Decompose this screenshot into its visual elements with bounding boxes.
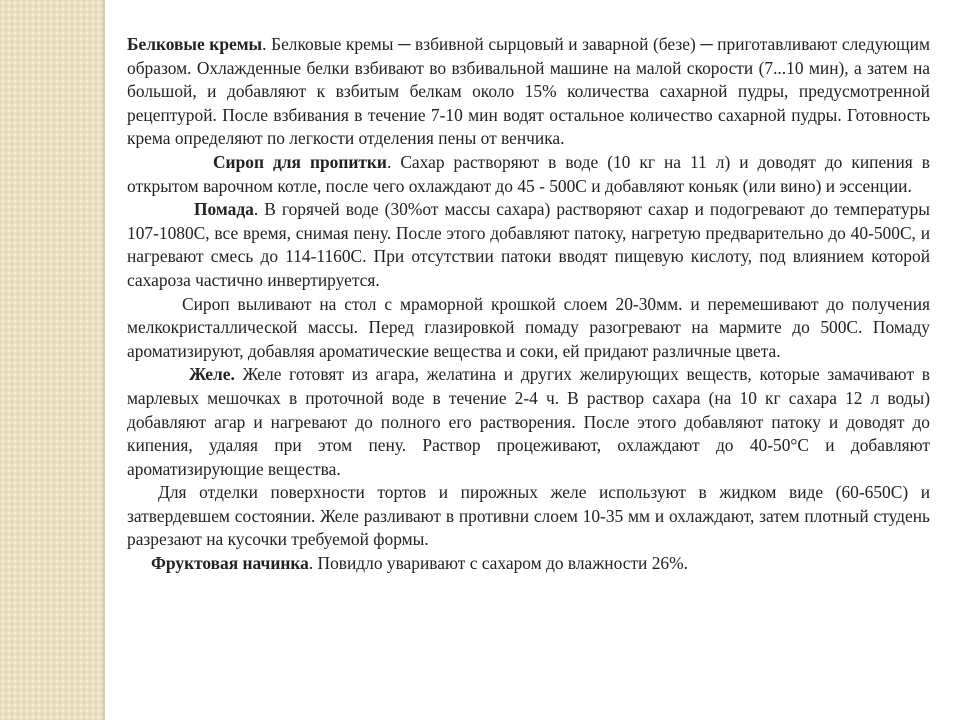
slide-text-body xyxy=(127,33,930,576)
paragraph-jelly xyxy=(127,363,930,481)
paragraph-text: Для отделки поверхности тортов и пирожных желе используют в жидком виде (60-650С) и затвердевшем состоянии. Желе разливают в противни слоем 10-35 мм и охлаждают, затем плотный студень разрезают на кусочки требуемой формы. xyxy=(127,482,930,550)
paragraph-fondant xyxy=(127,198,930,292)
paragraph-text: . Белковые кремы ─ взбивной сырцовый и заварной (безе) ─ приготавливают следующим образом. Охлажденные белки взбивают во взбивальной машине на малой скорости (7...10 мин), а затем на большой, и добавляют к взбитым белкам около 15% количества сахарной пудры, предусмотренной рецептурой. После взбивания в течение 7-10 мин водят остальное количество сахарной пудры. Готовность крема определяют по легкости отделения пены от венчика. xyxy=(127,34,930,149)
paragraph-text: Желе готовят из агара, желатина и других желирующих веществ, которые замачивают в марлевых мешочках в проточной воде в течение 2-4 ч. В раствор сахара (на 10 кг сахара 12 л воды) добавляют агар и нагревают до полного его растворения. После этого добавляют патоку и доводят до кипения, удаляя при этом пену. Раствор процеживают, охлаждают до 40-50°С и добавляют ароматизирующие вещества. xyxy=(127,364,930,479)
paragraph-fondant-continued xyxy=(127,293,930,364)
paragraph-protein-creams xyxy=(127,33,930,151)
paragraph-soaking-syrup xyxy=(127,151,930,198)
decorative-side-band xyxy=(0,0,103,720)
paragraph-text: . Сахар растворяют в воде (10 кг на 11 л) и доводят до кипения в открытом варочном котле, после чего охлаждают до 45 - 500С и добавляют коньяк (или вино) и эссенции. xyxy=(127,151,931,196)
paragraph-text: . Повидло уваривают с сахаром до влажности 26%. xyxy=(308,553,688,574)
paragraph-jelly-decoration xyxy=(127,481,930,552)
side-band-edge xyxy=(103,0,105,720)
term-fondant: Помада xyxy=(194,199,254,220)
term-protein-creams: Белковые кремы xyxy=(127,34,263,54)
paragraph-fruit-filling xyxy=(127,552,930,576)
term-soaking-syrup: Сироп для пропитки xyxy=(213,151,387,172)
term-fruit-filling: Фруктовая начинка xyxy=(151,553,309,574)
term-jelly: Желе. xyxy=(189,364,235,385)
paragraph-text: Сироп выливают на стол с мраморной крошкой слоем 20-30мм. и перемешивают до получения мелкокристаллической массы. Перед глазировкой помаду разогревают на мармите до 500С. Помаду ароматизируют, добавляя ароматические вещества и соки, ей придают различные цвета. xyxy=(127,293,930,361)
paragraph-text: . В горячей воде (30%от массы сахара) растворяют сахар и подогревают до температуры 107-1080С, все время, снимая пену. После этого добавляют патоку, нагретую предварительно до 40-500С, и нагревают смесь до 114-1160С. При отсутствии патоки вводят пищевую кислоту, под влиянием которой сахароза частично инвертируется. xyxy=(127,199,930,290)
